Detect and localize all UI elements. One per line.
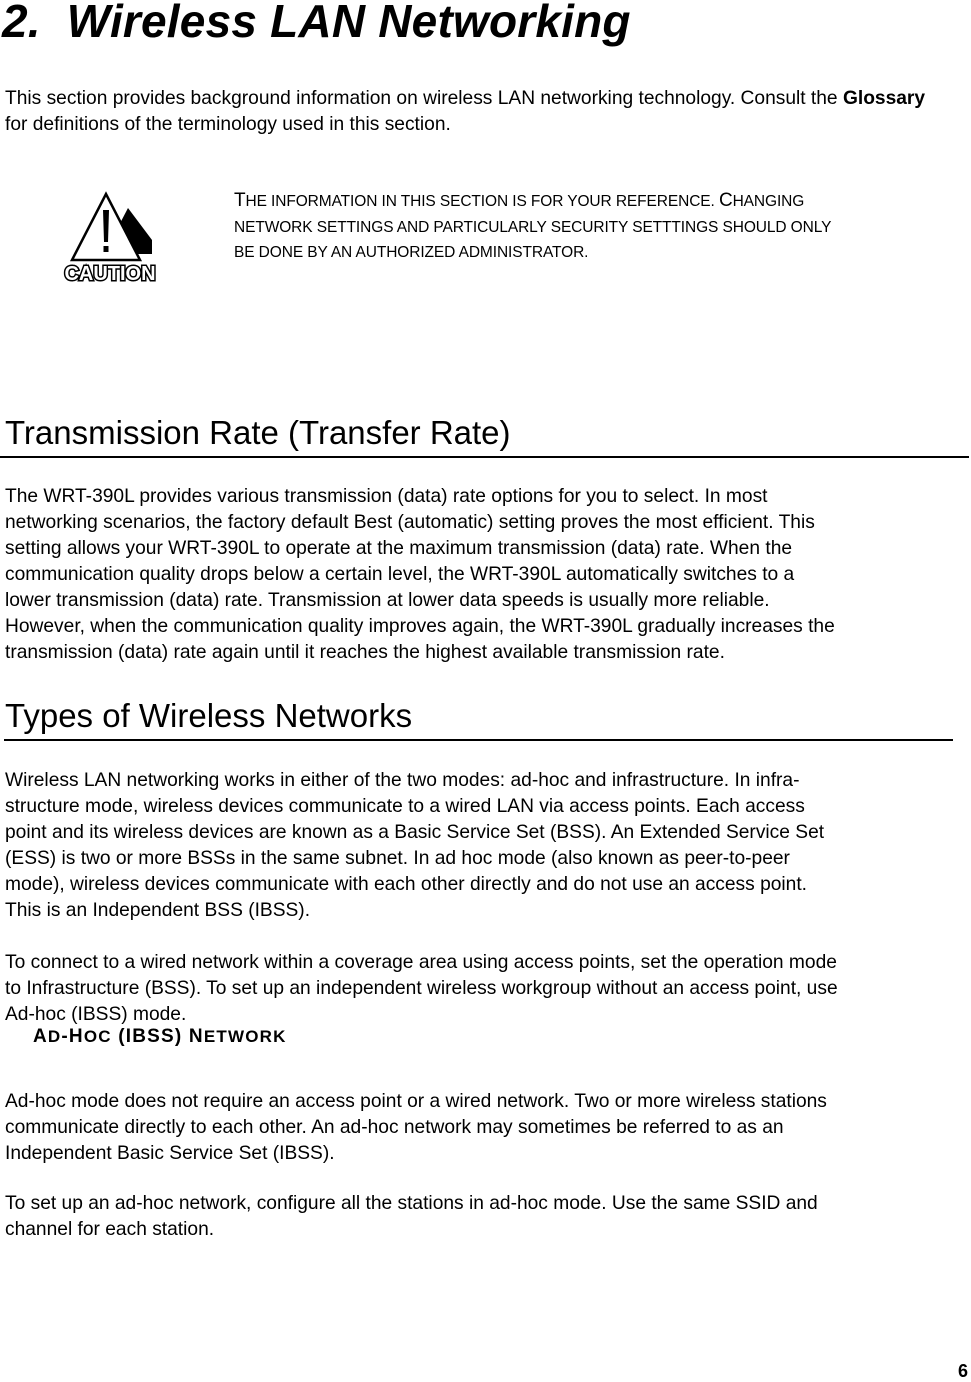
section-rule-types [4, 739, 953, 741]
chapter-number: 2. [2, 0, 41, 47]
text-line: Ad-hoc mode does not require an access point or a wired network. Two or more wireless stations [5, 1091, 827, 1112]
intro-text: This section provides background information on wireless LAN networking technology. Consult the [5, 88, 843, 109]
caution-line-1: THE INFORMATION IN THIS SECTION IS FOR YOUR REFERENCE. CHANGING [234, 190, 805, 211]
chapter-title [2, 0, 631, 48]
text-line: channel for each station. [5, 1219, 215, 1240]
caution-line-3: BE DONE BY AN AUTHORIZED ADMINISTRATOR. [234, 244, 589, 261]
caution-icon-label: CAUTION [64, 263, 156, 285]
text-line: transmission (data) rate again until it reaches the highest available transmission rate. [5, 642, 725, 663]
text-line: communicate directly to each other. An ad-hoc network may sometimes be referred to as an [5, 1117, 784, 1138]
section-title-types-of-networks: Types of Wireless Networks [5, 697, 413, 734]
text-line: point and its wireless devices are known as a Basic Service Set (BSS). An Extended Service Set [5, 822, 825, 843]
text-line: setting allows your WRT-390L to operate at the maximum transmission (data) rate. When the [5, 538, 793, 559]
text-line: mode), wireless devices communicate with each other directly and do not use an access point. [5, 874, 808, 895]
text-line: communication quality drops below a certain level, the WRT-390L automatically switches to a [5, 564, 795, 585]
page-number: 6 [958, 1361, 969, 1381]
subsection-title-adhoc: AD-HOC (IBSS) NETWORK [33, 1026, 287, 1047]
text-line: Ad-hoc (IBSS) mode. [5, 1004, 187, 1025]
caution-icon [56, 188, 172, 288]
text-line: To connect to a wired network within a coverage area using access points, set the operation mode [5, 952, 837, 973]
text-line: However, when the communication quality improves again, the WRT-390L gradually increases the [5, 616, 835, 637]
glossary-reference: Glossary [842, 88, 926, 109]
caution-line-2: NETWORK SETTINGS AND PARTICULARLY SECURITY SETTTINGS SHOULD ONLY [234, 218, 832, 236]
adhoc-paragraph-1 [5, 1089, 971, 1167]
section-rule-transmission [0, 456, 969, 458]
intro-text-end: for definitions of the terminology used in this section. [5, 114, 451, 135]
text-line: (ESS) is two or more BSSs in the same subnet. In ad hoc mode (also known as peer-to-peer [5, 848, 790, 869]
transmission-paragraph [5, 484, 971, 666]
adhoc-paragraph-2 [5, 1191, 971, 1243]
intro-paragraph [5, 86, 945, 138]
types-paragraph-1 [5, 768, 971, 924]
text-line: Independent Basic Service Set (IBSS). [5, 1143, 335, 1164]
text-line: To set up an ad-hoc network, configure all the stations in ad-hoc mode. Use the same SSID and [5, 1193, 818, 1214]
text-line: Wireless LAN networking works in either of the two modes: ad-hoc and infrastructure. In infra- [5, 770, 800, 791]
text-line: to Infrastructure (BSS). To set up an independent wireless workgroup without an access point, use [5, 978, 838, 999]
text-line: The WRT-390L provides various transmission (data) rate options for you to select. In most [5, 486, 768, 507]
chapter-title-text: Wireless LAN Networking [66, 0, 631, 47]
text-line: lower transmission (data) rate. Transmission at lower data speeds is usually more reliable. [5, 590, 770, 611]
caution-notice [234, 188, 954, 266]
section-title-transmission-rate: Transmission Rate (Transfer Rate) [5, 414, 511, 451]
text-line: structure mode, wireless devices communicate to a wired LAN via access points. Each access [5, 796, 805, 817]
types-paragraph-2 [5, 950, 971, 1028]
text-line: networking scenarios, the factory default Best (automatic) setting proves the most efficient. This [5, 512, 815, 533]
text-line: This is an Independent BSS (IBSS). [5, 900, 311, 921]
